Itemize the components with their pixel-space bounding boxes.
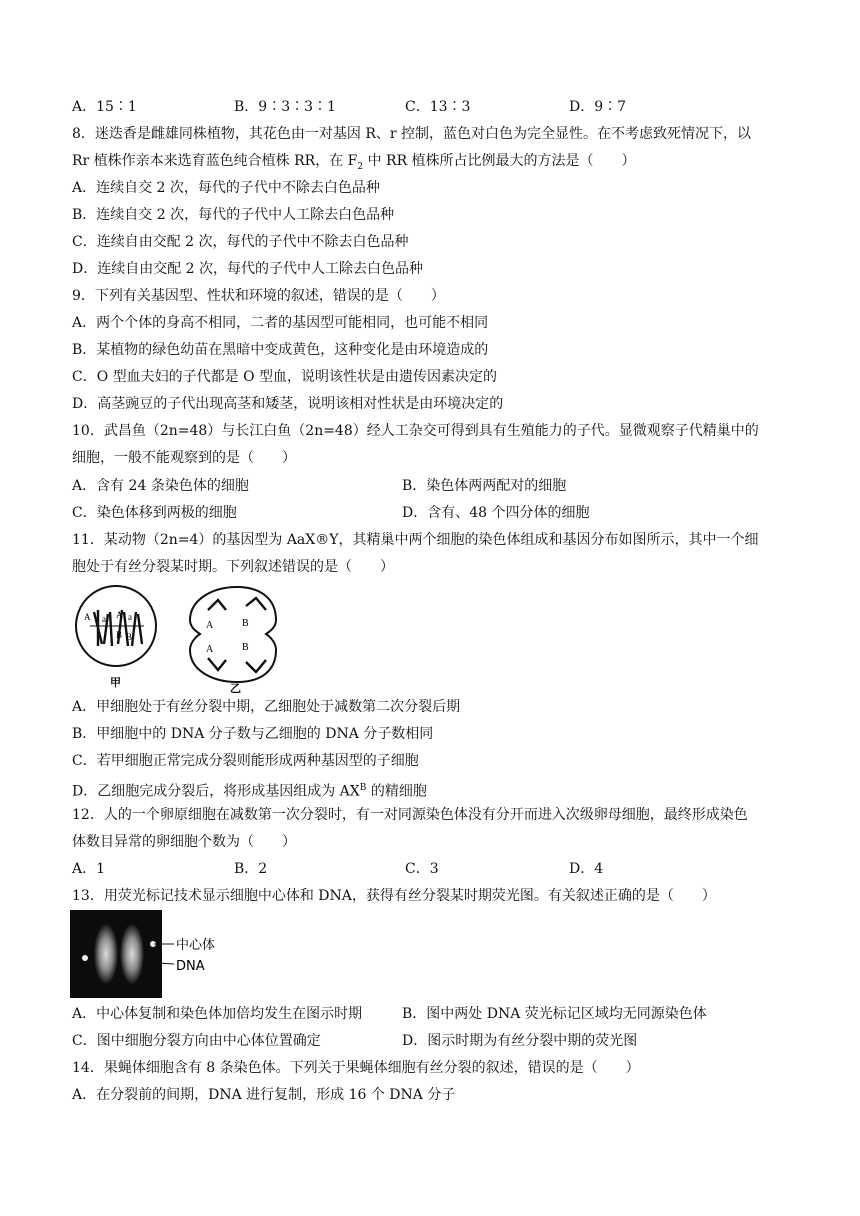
q11-stem-line2: 胞处于有丝分裂某时期。下列叙述错误的是（ ）: [72, 559, 394, 575]
q7-option-c: C．13∶3: [405, 99, 471, 115]
fig-label-yi: 乙: [230, 682, 241, 694]
yi-label-r2: B: [242, 618, 249, 629]
q13-fluorescence-figure: [70, 910, 250, 998]
yi-label-r1: A: [206, 620, 214, 631]
jia-label-a4: a: [128, 612, 132, 622]
dna-region-left: [94, 924, 118, 984]
jia-label-b2: B: [126, 632, 133, 642]
q8-stem-text-b: 中 RR 植株所占比例最大的方法是（ ）: [363, 153, 636, 169]
q10-option-a: A．含有 24 条染色体的细胞: [72, 478, 249, 494]
centrosome-label: 中心体: [176, 938, 216, 953]
fig-label-jia: 甲: [110, 676, 121, 689]
q12-option-b: B．2: [234, 861, 268, 877]
q13-option-b: B．图中两处 DNA 荧光标记区域均无同源染色体: [402, 1006, 707, 1022]
q8-stem-line2: [72, 151, 636, 177]
q7-option-b: B．9∶3∶3∶1: [234, 99, 336, 115]
q10-option-c: C．染色体移到两极的细胞: [72, 505, 237, 521]
q12-option-c: C．3: [405, 861, 439, 877]
q9-stem: 9．下列有关基因型、性状和环境的叙述，错误的是（ ）: [72, 288, 445, 304]
q10-option-b: B．染色体两两配对的细胞: [402, 478, 567, 494]
q11-option-a: A．甲细胞处于有丝分裂中期，乙细胞处于减数第二次分裂后期: [72, 699, 461, 715]
q10-stem-line1: 10．武昌鱼（2n=48）与长江白鱼（2n=48）经人工杂交可得到具有生殖能力的子代。显微观察子代精巢中的: [72, 423, 759, 439]
q7-option-d: D．9∶7: [569, 99, 627, 115]
q13-option-d: D．图示时期为有丝分裂中期的荧光图: [402, 1033, 638, 1049]
jia-label-a3: A: [116, 610, 123, 620]
q9-option-c: C．O 型血夫妇的子代都是 O 型血，说明该性状是由遗传因素决定的: [72, 369, 498, 385]
q8-stem-line1: 8．迷迭香是雌雄同株植物，其花色由一对基因 R、r 控制，蓝色对白色为完全显性。在不考虑致死情况下，以: [72, 126, 752, 142]
yi-label-r4: B: [242, 642, 249, 653]
q14-stem: 14．果蝇体细胞含有 8 条染色体。下列关于果蝇体细胞有丝分裂的叙述，错误的是（ ）: [72, 1060, 640, 1076]
q8-stem-sub: 2: [357, 161, 364, 172]
q7-option-a: A．15∶1: [72, 99, 137, 115]
q12-stem-line2: 体数目异常的卵细胞个数为（ ）: [72, 834, 296, 850]
q8-option-b: B．连续自交 2 次，每代的子代中人工除去白色品种: [72, 207, 395, 223]
q8-stem-text-a: Rr 植株作亲本来选育蓝色纯合植株 RR，在 F: [72, 153, 358, 169]
yi-label-r3: A: [206, 644, 214, 655]
q8-option-c: C．连续自由交配 2 次，每代的子代中不除去白色品种: [72, 234, 409, 250]
q10-stem-line2: 细胞，一般不能观察到的是（ ）: [72, 450, 296, 466]
q12-option-d: D．4: [569, 861, 604, 877]
jia-label-b1: B: [116, 630, 123, 640]
q11-option-d: [72, 778, 427, 802]
q11-option-d-text-b: 的精细胞: [366, 783, 427, 800]
q14-option-a: A．在分裂前的间期，DNA 进行复制，形成 16 个 DNA 分子: [72, 1087, 456, 1103]
q12-stem-line1: 12．人的一个卵原细胞在减数第一次分裂时，有一对同源染色体没有分开而进入次级卵母细胞，最终形成染色: [72, 807, 748, 823]
q8-option-a: A．连续自交 2 次，每代的子代中不除去白色品种: [72, 180, 380, 196]
q11-option-b: B．甲细胞中的 DNA 分子数与乙细胞的 DNA 分子数相同: [72, 726, 434, 742]
q9-option-d: D．高茎豌豆的子代出现高茎和矮茎，说明该相对性状是由环境决定的: [72, 396, 504, 412]
dna-label: DNA: [176, 959, 205, 974]
q9-option-a: A．两个个体的身高不相同，二者的基因型可能相同，也可能不相同: [72, 315, 489, 331]
q11-option-c: C．若甲细胞正常完成分裂则能形成两种基因型的子细胞: [72, 753, 419, 769]
jia-label-a1: A: [84, 612, 91, 622]
jia-label-a2: a: [102, 614, 106, 624]
centrosome-left: [82, 955, 88, 961]
q13-option-c: C．图中细胞分裂方向由中心体位置确定: [72, 1033, 321, 1049]
q10-option-d: D．含有、48 个四分体的细胞: [402, 505, 590, 521]
cell-yi-outline: [190, 587, 276, 682]
q12-option-a: A．1: [72, 861, 106, 877]
q11-option-d-text-a: D．乙细胞完成分裂后，将形成基因组成为 AX: [72, 783, 360, 800]
q11-stem-line1: 11．某动物（2n=4）的基因型为 AaX®Y，其精巢中两个细胞的染色体组成和基因分布如图所示，其中一个细: [72, 532, 759, 548]
q9-option-b: B．某植物的绿色幼苗在黑暗中变成黄色，这种变化是由环境造成的: [72, 342, 489, 358]
q11-option-d-sup: B: [359, 783, 367, 793]
dna-region-right: [120, 924, 144, 984]
cell-yi-chromosomes: [208, 598, 266, 672]
q13-option-a: A．中心体复制和染色体加倍均发生在图示时期: [72, 1006, 363, 1022]
q8-option-d: D．连续自由交配 2 次，每代的子代中人工除去白色品种: [72, 261, 424, 277]
q13-stem: 13．用荧光标记技术显示细胞中心体和 DNA，获得有丝分裂某时期荧光图。有关叙述正确的是（ ）: [72, 888, 716, 904]
q11-cell-figure: [72, 582, 282, 694]
